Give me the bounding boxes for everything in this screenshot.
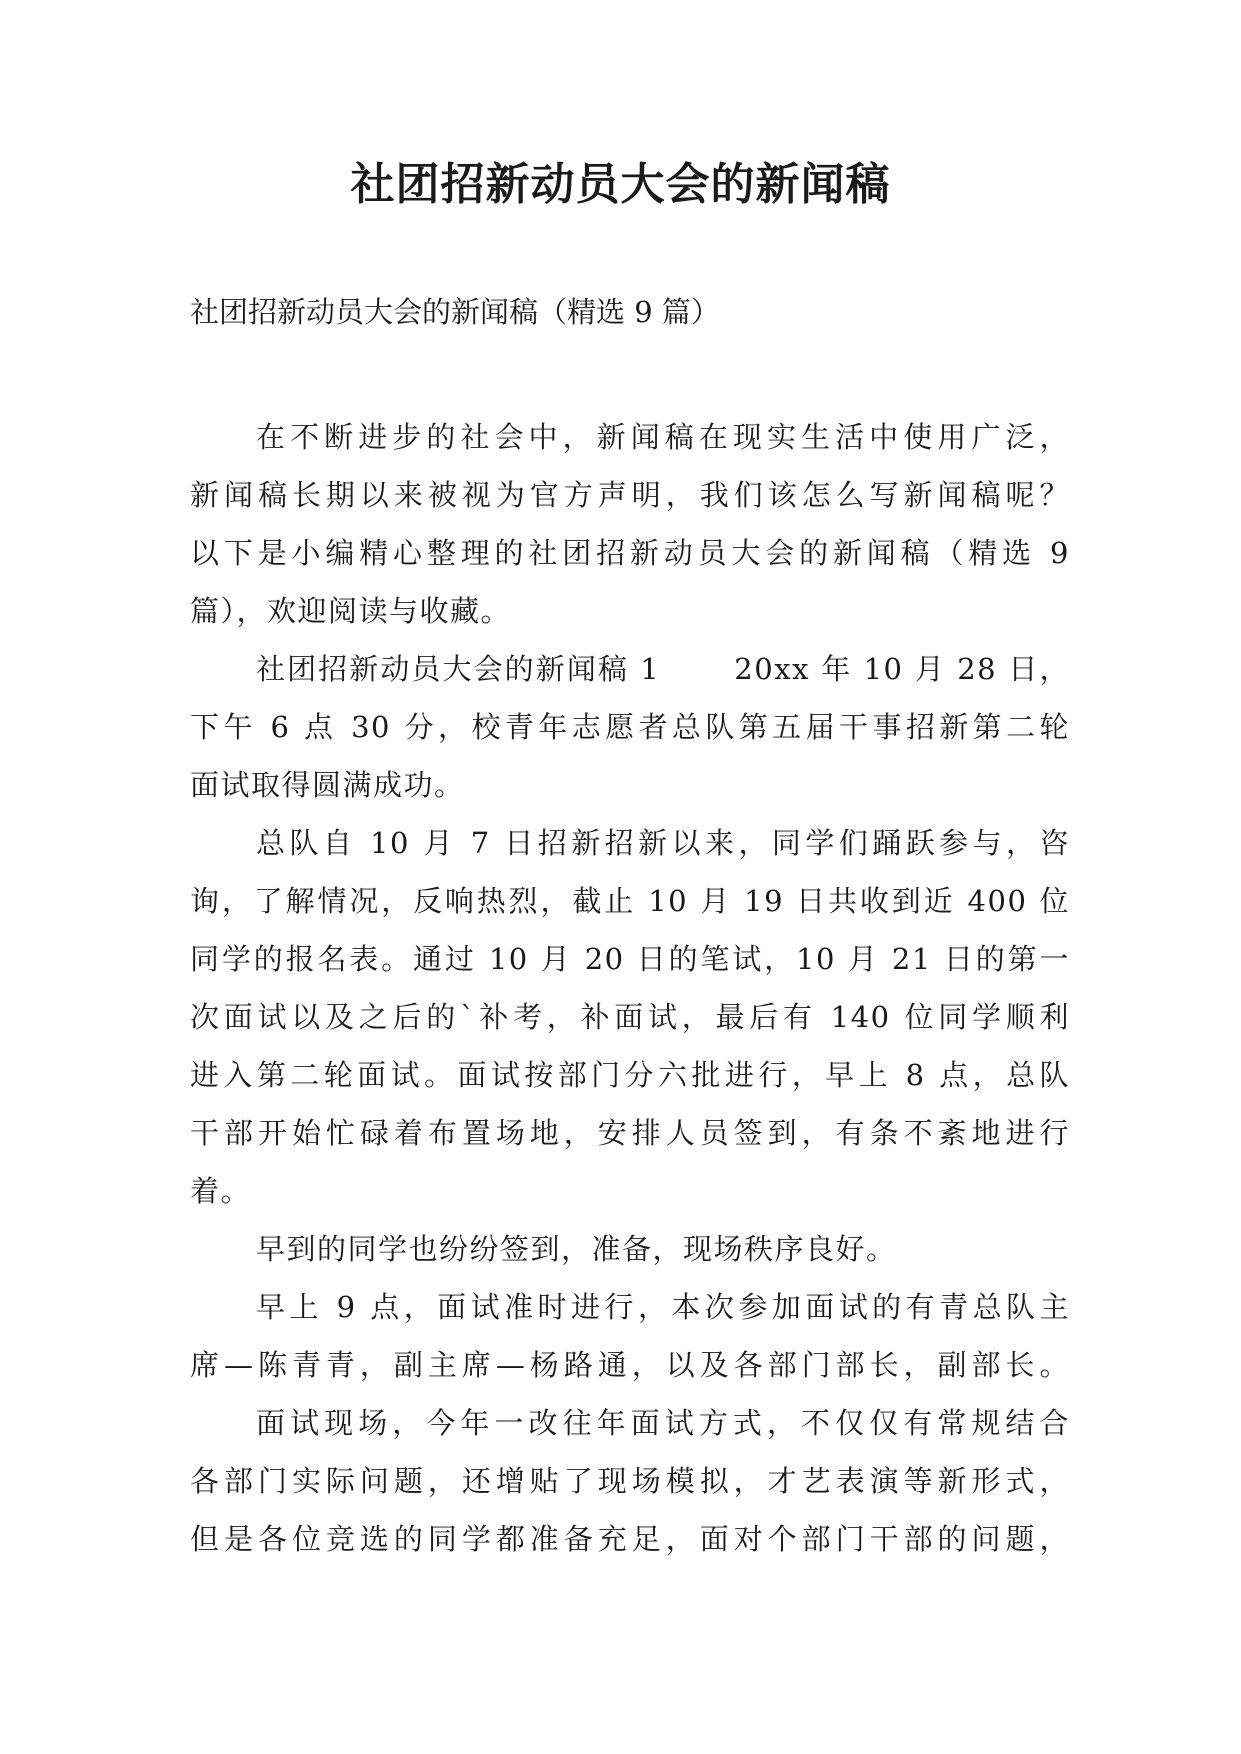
paragraph-line: 席—陈青青，副主席—杨路通，以及各部门部长，副部长。 [190, 1348, 1070, 1382]
paragraph-line: 次面试以及之后的`补考，补面试，最后有 140 位同学顺利 [190, 1000, 1070, 1034]
paragraph-line: 干部开始忙碌着布置场地，安排人员签到，有条不紊地进行 [190, 1116, 1070, 1150]
paragraph-line: 新闻稿长期以来被视为官方声明，我们该怎么写新闻稿呢？ [190, 478, 1070, 512]
paragraph-line: 社团招新动员大会的新闻稿 1 20xx 年 10 月 28 日， [256, 652, 1070, 686]
paragraph-line: 早上 9 点，面试准时进行，本次参加面试的有青总队主 [256, 1290, 1070, 1324]
paragraph-line: 面试现场，今年一改往年面试方式，不仅仅有常规结合 [256, 1406, 1070, 1440]
paragraph-line: 篇），欢迎阅读与收藏。 [190, 594, 512, 628]
paragraph-line: 着。 [190, 1174, 252, 1208]
paragraph-line: 早到的同学也纷纷签到，准备，现场秩序良好。 [256, 1232, 897, 1266]
paragraph-line: 面试取得圆满成功。 [190, 768, 465, 802]
paragraph-line: 下午 6 点 30 分，校青年志愿者总队第五届干事招新第二轮 [190, 710, 1070, 744]
paragraph-line: 以下是小编精心整理的社团招新动员大会的新闻稿（精选 9 [190, 536, 1070, 570]
paragraph-line: 各部门实际问题，还增贴了现场模拟，才艺表演等新形式， [190, 1464, 1070, 1498]
paragraph-line: 询，了解情况，反响热烈，截止 10 月 19 日共收到近 400 位 [190, 884, 1070, 918]
paragraph-line: 进入第二轮面试。面试按部门分六批进行，早上 8 点，总队 [190, 1058, 1070, 1092]
document-subtitle: 社团招新动员大会的新闻稿（精选 9 篇） [190, 295, 720, 329]
document-body [190, 408, 1070, 1568]
paragraph-line: 但是各位竞选的同学都准备充足，面对个部门干部的问题， [190, 1522, 1070, 1556]
paragraph-line: 同学的报名表。通过 10 月 20 日的笔试，10 月 21 日的第一 [190, 942, 1070, 976]
document-title: 社团招新动员大会的新闻稿 [350, 159, 891, 210]
paragraph-line: 总队自 10 月 7 日招新招新以来，同学们踊跃参与，咨 [256, 826, 1070, 860]
paragraph-line: 在不断进步的社会中，新闻稿在现实生活中使用广泛， [256, 420, 1070, 454]
